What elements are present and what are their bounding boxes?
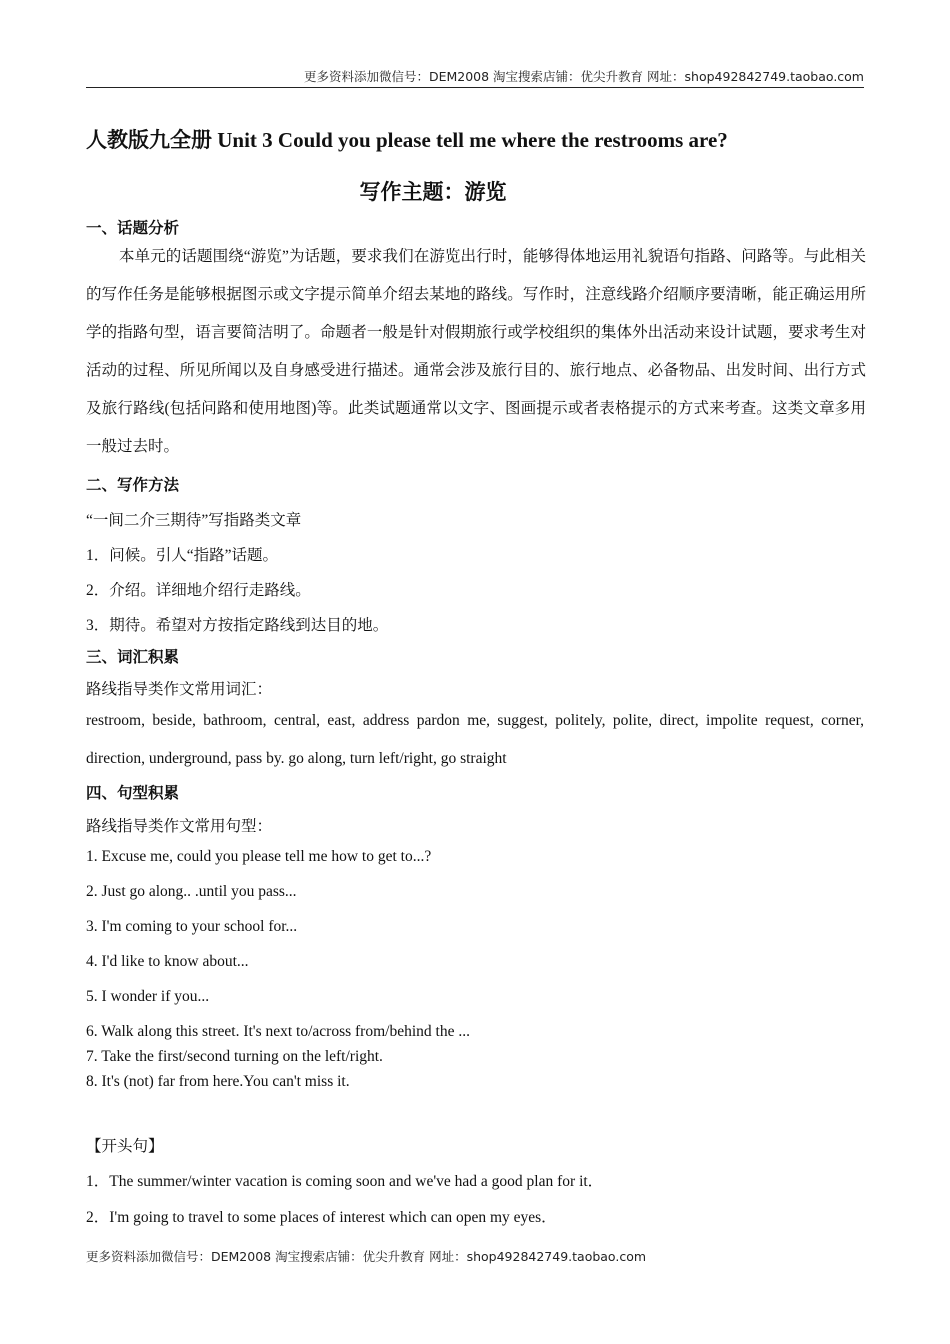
opening-sentences-heading: 【开头句】 [86, 1138, 164, 1155]
section-heading-topic-analysis: 一、话题分析 [86, 219, 180, 237]
document-title: 人教版九全册 Unit 3 Could you please tell me where the restrooms are? [86, 128, 728, 152]
section-heading-writing-method: 二、写作方法 [86, 476, 180, 494]
opening-sentence-item: 2．I'm going to travel to some places of interest which can open my eyes． [86, 1209, 557, 1226]
writing-method-item: 2．介绍。详细地介绍行走路线。 [86, 582, 311, 599]
section-heading-sentence-patterns: 四、句型积累 [86, 784, 180, 802]
sentence-patterns-intro: 路线指导类作文常用句型： [86, 818, 273, 835]
sentence-pattern-item: 2. Just go along.. .until you pass... [86, 883, 297, 900]
section-heading-vocabulary: 三、词汇积累 [86, 648, 180, 666]
sentence-pattern-item: 6. Walk along this street. It's next to/across from/behind the ... [86, 1023, 470, 1040]
document-subtitle: 写作主题：游览 [359, 180, 507, 204]
page-footer: 更多资料添加微信号：DEM2008 淘宝搜索店铺：优尖升教育 网址：shop492842749.taobao.com [86, 1249, 647, 1264]
writing-method-item: 1．问候。引人“指路”话题。 [86, 547, 279, 564]
vocabulary-list: restroom, beside, bathroom, central, east, address pardon me, suggest, politely, polite, direct, impolite request, corner, direction, underground, pass by. go along, turn left/right, go straight [86, 712, 864, 767]
vocabulary-intro: 路线指导类作文常用词汇： [86, 681, 273, 698]
sentence-pattern-item: 7. Take the first/second turning on the left/right. [86, 1048, 383, 1065]
writing-method-item: 3．期待。希望对方按指定路线到达目的地。 [86, 617, 389, 634]
page-header: 更多资料添加微信号：DEM2008 淘宝搜索店铺：优尖升教育 网址：shop492842749.taobao.com [86, 68, 864, 88]
sentence-pattern-item: 3. I'm coming to your school for... [86, 918, 298, 935]
opening-sentence-item: 1．The summer/winter vacation is coming soon and we've had a good plan for it． [86, 1173, 604, 1190]
sentence-pattern-item: 8. It's (not) far from here.You can't miss it. [86, 1073, 350, 1090]
sentence-pattern-item: 4. I'd like to know about... [86, 953, 249, 970]
topic-analysis-paragraph: 本单元的话题围绕“游览”为话题，要求我们在游览出行时，能够得体地运用礼貌语句指路、问路等。与此相关的写作任务是能够根据图示或文字提示简单介绍去某地的路线。写作时，注意线路介绍顺序要清晰，能正确运用所学的指路句型，语言要简洁明了。命题者一般是针对假期旅行或学校组织的集体外出活动来设计试题，要求考生对活动的过程、所见所闻以及自身感受进行描述。通常会涉及旅行目的、旅行地点、必备物品、出发时间、出行方式及旅行路线(包括问路和使用地图)等。此类试题通常以文字、图画提示或者表格提示的方式来考查。这类文章多用一般过去时。 [86, 248, 866, 455]
sentence-pattern-item: 5. I wonder if you... [86, 988, 210, 1005]
sentence-pattern-item: 1. Excuse me, could you please tell me how to get to...? [86, 848, 432, 865]
writing-method-intro: “一间二介三期待”写指路类文章 [86, 512, 302, 529]
